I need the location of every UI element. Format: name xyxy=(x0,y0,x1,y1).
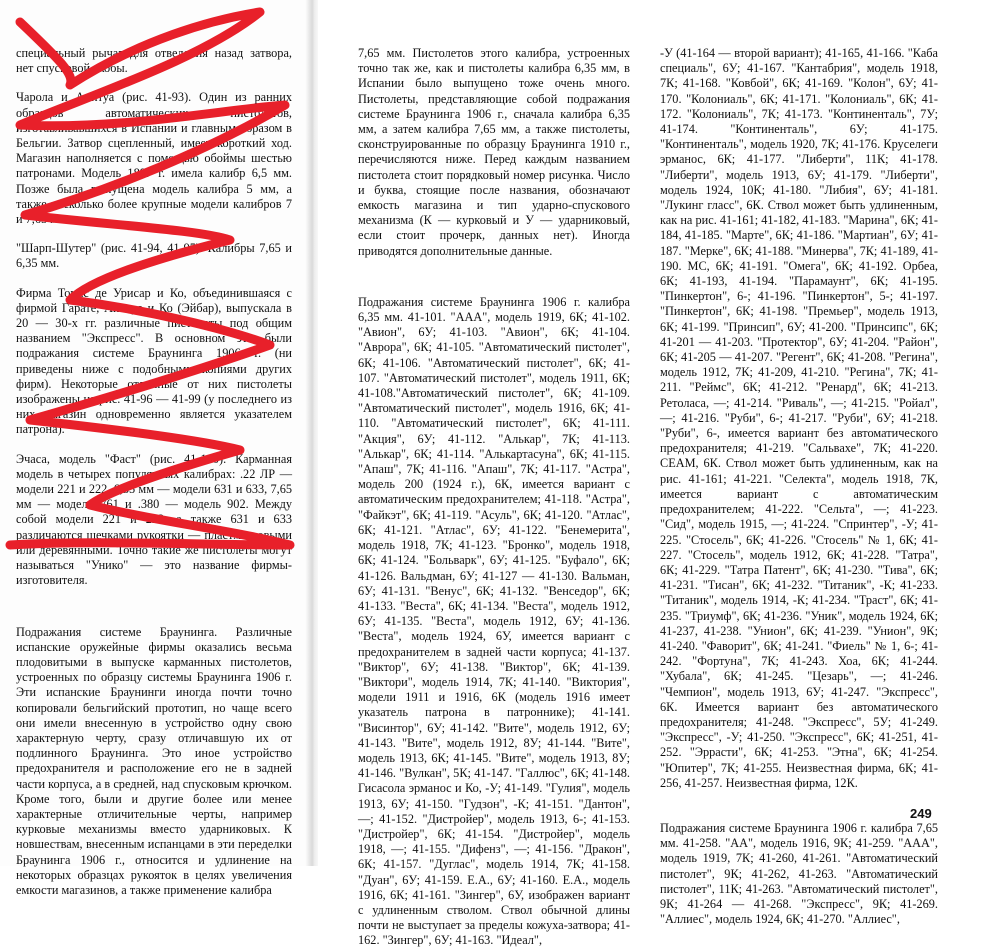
paragraph: Фирма Томас де Урисар и Ко, объединившаяся с фирмой Гарате, Анитуа и Ко (Эйбар), выпускала в 20 — 30-х гг. различные пистолеты под общим названием "Экспресс". В основном это были подражания системе Браунинга 1906 г. (ни приведены ниже с подобными копиями других фирм). Некоторые отличные от них пистолеты изображены на рис. 41-96 — 41-99 (у последнего из них магазин одновременно является указателем патрона). xyxy=(16,285,292,437)
paragraph: Эчаса, модель "Фаст" (рис. 41-100). Карманная модель в четырех популярных калибрах: .22 ЛР — модели 221 и 222, 6,35 мм — модели 631 и 633, 7,65 мм — модели 761 и .380 — модель 902. Между собой модели 221 и 222, а также 631 и 633 различаются щечками рукоятки — пластмассовыми или деревянными. Точно такие же пистолеты могут называться "Унико" — это название фирмы-изготовителя. xyxy=(16,451,292,588)
paragraph: Подражания системе Браунинга 1906 г. калибра 6,35 мм. 41-101. "ААА", модель 1919, 6К; 41-102. "Авион", 6У; 41-103. "Авион", 6К; 41-104. "Аврора", 6К; 41-105. "Автоматический пистолет", 6К; 41-106. "Автоматический пистолет", 6К; 41-107. "Автоматический пистолет", модель 1911, 6К; 41-108."Автоматический пистолет", 6К; 41-109. "Автоматический пистолет", модель 1916, 6К; 41-110. "Автоматический пистолет", 6К; 41-111. "Акция", 6У; 41-112. "Алькар", 7К; 41-113. "Алькар", 6К; 41-114. "Алькартасуна", 6К; 41-115. "Апаш", 7К; 41-116. "Апаш", 7К; 41-117. "Астра", модель 200 (1924 г.), 6К, имеется вариант с автоматическим предохранителем; 41-118. "Астра", "Файкэт", 6К; 41-119. "Асуль", 6К; 41-120. "Атлас", 6К; 41-121. "Атлас", 6У; 41-122. "Бенемерита", модель 1918, 7К; 41-123. "Бронко", модель 1918, 6К; 41-124. "Больварк", 6У; 41-125. "Буфало", 6К; 41-126. Вальдман, 6У; 41-127 — 41-130. Вальман, 6У; 41-131. "Венус", 6К; 41-132. "Венседор", 6К; 41-133. "Веста", 6К; 41-134. "Веста", модель 1912, 6У; 41-135. "Веста", модель 1912, 6У; 41-136. "Веста", модель 1924, 6У, имеется вариант с предохранителем в задней части корпуса; 41-137. "Виктор", 6У; 41-138. "Виктор", 6К; 41-139. "Виктори", модель 1914, 7К; 41-140. "Виктория", модели 1911 и 1916, 6К (модель 1916 имеет указатель патрона в патроннике); 41-141. "Висинтор", 6У; 41-142. "Вите", модель 1912, 6У; 41-143. "Вите", модель 1912, 8У; 41-144. "Вите", модель 1913, 6К; 41-145. "Вите", модель 1913, 8У; 41-146. "Вулкан", 5К; 41-147. "Галлюс", 6К; 41-148. Гисасола эрманос и Ко, -У; 41-149. "Гулия", модель 1913, 6У; 41-150. "Гудзон", -К; 41-151. "Дантон", —; 41-152. "Дистройер", модель 1913, 6-; 41-153. "Дистройер", 6К; 41-154. "Дистройер", модель 1918, —; 41-155. "Дифенз", —; 41-156. "Дракон", 6К; 41-157. "Дуглас", модель 1914, 7К; 41-158. "Дуан", 6У; 41-159. Е.А., 6У; 41-160. Е.А., модель 1916, 6К; 41-161. "Зингер", 6У, изображен вариант с удлиненным стволом. Ствол обычной длины почти не выступает за пределы кожуха-затвора; 41-162. "Зингер", 6У; 41-163. "Идеал", xyxy=(358,294,630,948)
paragraph: Подражания системе Браунинга 1906 г. калибра 7,65 мм. 41-258. "АА", модель 1916, 9К; 41-259. "ААА", модель 1919, 7К; 41-260, 41-261. "Автоматический пистолет", 9К; 41-262, 41-263. "Автоматический пистолет", 11К; 41-263. "Автоматический пистолет", 9К; 41-264 — 41-268. "Экспресс", 9К; 41-269. "Аллиес", модель 1924, 6К; 41-270. "Аллиес", xyxy=(660,820,938,927)
paragraph: Подражания системе Браунинга. Различные испанские оружейные фирмы оказались весьма плодовитыми в выпуске карманных пистолетов, устроенных по образцу системы Браунинга 1906 г. Эти испанские Браунинги иногда почти точно копировали бельгийский прототип, но чаще всего они имели внесенную в устройство одну свою характерную черту, сразу отличавшую их от подлинного Браунинга. Это иное устройство предохранителя и расположение его не в задней части корпуса, а в средней, над спусковым крючком. Кроме того, были и другие более или менее характерные отличительные черты, например курковые механизмы вместо ударниковых. К новшествам, внесенным испанцами в эти переделки Браунинга 1906 г., относится и удлинение на некоторых образцах рукояток в целях увеличения емкости магазинов, а также применение калибра xyxy=(16,624,292,897)
paragraph: Чарола и Анитуа (рис. 41-93). Один из ранних образцов автоматических пистолетов, изготавливавшихся в Испании и главным образом в Бельгии. Затвор сцепленный, имеет короткий ход. Магазин наполняется с помощью обоймы шестью патронами. Модель 1897 г. имела калибр 6,5 мм. Позже была выпущена модель калибра 5 мм, а также несколько более крупные модели калибров 7 и 7,65 мм. xyxy=(16,90,292,227)
paragraph: 7,65 мм. Пистолетов этого калибра, устроенных точно так же, как и пистолеты калибра 6,35 мм, в Испании было выпущено тоже очень много. Пистолеты, представляющие собой подражания системе Браунинга 1906 г., сначала калибра 6,35 мм, а затем калибра 7,65 мм, а также пистолеты, сконструированные по образцу Браунинга 1910 г., перечисляются ниже. Перед каждым названием пистолета стоит порядковый номер рисунка. Число и буква, стоящие после названия, обозначают емкость магазина и тип ударно-спускового механизма (К — курковый и У — ударниковый, если стоит прочерк, данных нет). Иногда приводятся дополнительные данные. xyxy=(358,46,630,258)
right-page xyxy=(318,0,1000,948)
paragraph: специальный рычаг для отведения назад затвора, нет спусковой скобы. xyxy=(16,46,292,76)
right-text-column xyxy=(660,46,938,927)
left-text-column xyxy=(16,46,292,898)
left-page xyxy=(0,0,310,897)
paragraph: "Шарп-Шутер" (рис. 41-94, 41-95). Калибры 7,65 и 6,35 мм. xyxy=(16,241,292,271)
middle-text-column xyxy=(358,46,630,949)
page-number: 249 xyxy=(910,806,932,821)
paragraph: -У (41-164 — второй вариант); 41-165, 41-166. "Каба специаль", 6У; 41-167. "Кантабрия", модель 1918, 7К; 41-168. "Ковбой", 6К; 41-169. "Колон", 6У; 41-170. "Колониаль", 6К; 41-171. "Колониаль", 6К; 41-172. "Колониаль", 7К; 41-173. "Континенталь", 7У; 41-174. "Континенталь", 6У; 41-175. "Континенталь", модель 1920, 7К; 41-176. Круселеги эрманос, 6К; 41-177. "Либерти", 11К; 41-178. "Либерти", модель 1913, 6У; 41-179. "Либерти", модель 1924, 10К; 41-180. "Либия", 6У; 41-181. "Лукинг гласс", 6К. Ствол может быть удлиненным, как на рис. 41-161; 41-182, 41-183. "Марина", 6К; 41-184, 41-185. "Марте", 6К; 41-186. "Мартиан", 6У; 41-187. "Мерке", 6К; 41-188. "Минерва", 7К; 41-189, 41-190. МС, 6К; 41-191. "Омега", 6К; 41-192. Орбеа, 6К; 41-193, 41-194. "Парамаунт", 6К; 41-195. "Пинкертон", 6-; 41-196. "Пинкертон", 5-; 41-197. "Пинкертон", 6К; 41-198. "Премьер", модель 1913, 6К; 41-199. "Принсип", 6У; 41-200. "Принсипс", 6К; 41-201 — 41-203. "Протектор", 6У; 41-204. "Район", 6К; 41-205 — 41-207. "Регент", 6К; 41-208. "Регина", модель 1912, 7К; 41-209, 41-210. "Регина", 7К; 41-211. "Реймс", 6К; 41-212. "Ренард", 6К; 41-213. Ретоласа, —; 41-214. "Риваль", —; 41-215. "Ройал", —; 41-216. "Руби", 6-; 41-217. "Руби", 6У; 41-218. "Руби", 6-, имеется вариант без автоматического предохранителя; 41-219. "Сальвахе", 7К; 41-220. СЕАМ, 6К. Ствол может быть удлиненным, как на рис. 41-161; 41-221. "Селекта", модель 1918, 7К, имеется вариант с автоматическим предохранителем; 41-222. "Сельта", —; 41-223. "Сид", модель 1915, —; 41-224. "Спринтер", -У; 41-225. "Стосель", 6К; 41-226. "Стосель" № 1, 6К; 41-227. "Стосель", модель 1912, 6К; 41-228. "Татра", 6К; 41-229. "Татра Патент", 6К; 41-230. "Тива", 6К; 41-231. "Тисан", 6К; 41-232. "Титаник", -К; 41-233. "Титаник", модель 1914, -К; 41-234. "Траст", 6К; 41-235. "Триумф", 6К; 41-236. "Уник", модель 1924, 6К; 41-237, 41-238. "Унион", 6К; 41-239. "Унион", 9К; 41-240. "Фаворит", 6К; 41-241. "Фиель" № 1, 6-; 41-242. "Фортуна", 7К; 41-243. Хоа, 6К; 41-244. "Хубала", 6К; 41-245. "Цезарь", —; 41-246. "Чемпион", модель 1913, 6У; 41-247. "Экспресс", 6К. Имеется вариант без автоматического предохранителя; 41-248. "Экспресс", 5У; 41-249. "Экспресс", -У; 41-250. "Экспресс", 6К; 41-251, 41-252. "Эррасти", 6К; 41-253. "Этна", 6К; 41-254. "Юпитер", 7К; 41-255. Неизвестная фирма, 6К; 41-256, 41-257. Неизвестная фирма, 12К. xyxy=(660,46,938,790)
